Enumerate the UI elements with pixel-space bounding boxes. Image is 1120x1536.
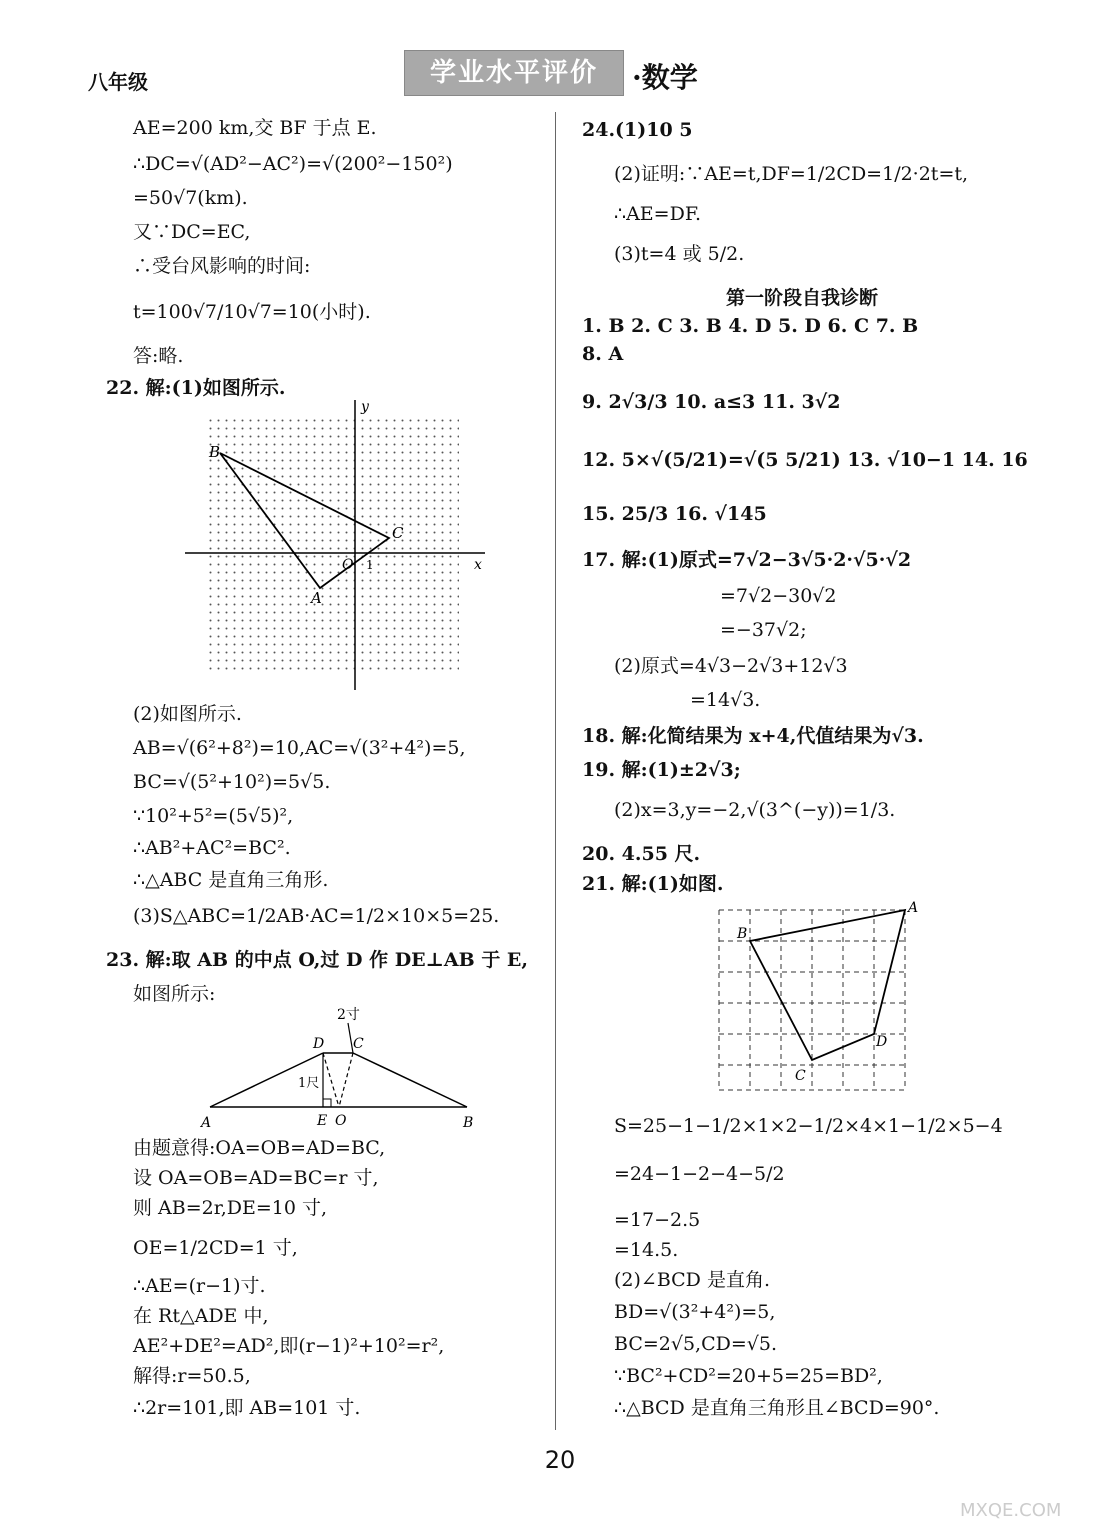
y-axis-label: y (361, 399, 369, 415)
side-label: 1尺 (298, 1076, 320, 1091)
answers-1-7: 1. B 2. C 3. B 4. D 5. D 6. C 7. B (582, 315, 919, 337)
point-b-label: B (737, 926, 748, 942)
right-line-4: (3)t=4 或 5/2. (614, 243, 745, 265)
left-line-25: 解得:r=50.5, (133, 1365, 251, 1387)
bc-segment (353, 1053, 467, 1107)
right-line-22: =24−1−2−4−5/2 (614, 1163, 785, 1185)
q18-answer: 18. 解:化简结果为 x+4,代值结果为√3. (582, 725, 924, 747)
left-line-11: BC=√(5²+10²)=5√5. (133, 771, 331, 793)
right-line-27: BC=2√5,CD=√5. (614, 1333, 778, 1355)
point-b-label: B (463, 1115, 474, 1131)
left-line-15: (3)S△ABC=1/2AB·AC=1/2×10×5=25. (133, 905, 500, 927)
top-label: 2寸 (337, 1007, 360, 1023)
left-line-6: t=100√7/10√7=10(小时). (133, 301, 371, 323)
point-d-label: D (313, 1036, 325, 1052)
left-line-3: =50√7(km). (133, 187, 248, 209)
q19-heading: 19. 解:(1)±2√3; (582, 759, 741, 781)
left-line-22: ∴AE=(r−1)寸. (133, 1275, 266, 1297)
left-line-14: ∴△ABC 是直角三角形. (133, 869, 329, 891)
point-a-label: A (311, 589, 322, 607)
point-a-label: A (908, 900, 919, 916)
left-line-5: ∴受台风影响的时间: (133, 255, 311, 277)
left-line-19: 设 OA=OB=AD=BC=r 寸, (133, 1167, 379, 1189)
answers-12-14: 12. 5×√(5/21)=√(5 5/21) 13. √10−1 14. 16 (582, 449, 1028, 471)
left-line-26: ∴2r=101,即 AB=101 寸. (133, 1397, 361, 1419)
left-line-13: ∴AB²+AC²=BC². (133, 837, 291, 859)
right-line-28: ∵BC²+CD²=20+5=25=BD², (614, 1365, 883, 1387)
answers-9-11: 9. 2√3/3 10. a≤3 11. 3√2 (582, 391, 841, 413)
q23-heading: 23. 解:取 AB 的中点 O,过 D 作 DE⊥AB 于 E, (106, 949, 529, 971)
left-line-4: 又∵DC=EC, (133, 221, 251, 243)
tick-one-label: 1 (366, 558, 374, 572)
left-line-23: 在 Rt△ADE 中, (133, 1305, 269, 1327)
x-axis-label: x (474, 557, 482, 573)
left-line-18: 由题意得:OA=OB=AD=BC, (133, 1137, 386, 1159)
left-line-10: AB=√(6²+8²)=10,AC=√(3²+4²)=5, (133, 737, 466, 759)
subject-label: ·数学 (632, 61, 698, 94)
right-line-29: ∴△BCD 是直角三角形且∠BCD=90°. (614, 1397, 940, 1419)
column-divider (555, 112, 556, 1430)
left-line-12: ∵10²+5²=(5√5)², (133, 805, 294, 827)
answers-15-16: 15. 25/3 16. √145 (582, 503, 767, 525)
q24-heading: 24.(1)10 5 (582, 119, 693, 141)
q22-coordinate-figure (185, 395, 490, 695)
watermark: MXQE.COM (960, 1500, 1062, 1521)
left-line-2: ∴DC=√(AD²−AC²)=√(200²−150²) (133, 153, 453, 175)
right-line-2: (2)证明:∵AE=t,DF=1/2CD=1/2·2t=t, (614, 163, 969, 185)
q22-heading: 22. 解:(1)如图所示. (106, 377, 286, 399)
left-line-17: 如图所示: (133, 983, 216, 1005)
right-line-26: BD=√(3²+4²)=5, (614, 1301, 776, 1323)
page-number: 20 (544, 1446, 576, 1474)
section-title: 第一阶段自我诊断 (725, 287, 878, 309)
right-line-15: =14√3. (690, 689, 761, 711)
right-line-23: =17−2.5 (614, 1209, 701, 1231)
right-line-13: =−37√2; (720, 619, 807, 641)
right-angle-mark (323, 1099, 331, 1107)
point-c-label: C (795, 1068, 806, 1084)
left-line-24: AE²+DE²=AD²,即(r−1)²+10²=r², (133, 1335, 445, 1357)
right-line-25: (2)∠BCD 是直角. (614, 1269, 770, 1291)
q17-heading: 17. 解:(1)原式=7√2−3√5·2·√5·√2 (582, 549, 912, 571)
point-c-label: C (392, 524, 404, 542)
point-b-label: B (209, 443, 221, 461)
grade-label: 八年级 (88, 70, 148, 94)
q20-answer: 20. 4.55 尺. (582, 843, 701, 865)
point-d-label: D (876, 1034, 888, 1050)
right-line-3: ∴AE=DF. (614, 203, 702, 225)
right-line-12: =7√2−30√2 (720, 585, 837, 607)
origin-label: O (342, 557, 354, 573)
right-line-14: (2)原式=4√3−2√3+12√3 (614, 655, 848, 677)
right-line-21: S=25−1−1/2×1×2−1/2×4×1−1/2×5−4 (614, 1115, 1003, 1137)
book-title-banner: 学业水平评价 (404, 50, 624, 96)
right-line-18: (2)x=3,y=−2,√(3^(−y))=1/3. (614, 799, 896, 821)
point-a-label: A (201, 1115, 212, 1131)
right-line-24: =14.5. (614, 1239, 679, 1261)
left-line-20: 则 AB=2r,DE=10 寸, (133, 1197, 328, 1219)
dot-grid (205, 415, 459, 673)
q21-heading: 21. 解:(1)如图. (582, 873, 724, 895)
left-line-9: (2)如图所示. (133, 703, 242, 725)
co-dashed (339, 1053, 353, 1107)
left-line-1: AE=200 km,交 BF 于点 E. (133, 117, 377, 139)
point-c-label: C (353, 1036, 364, 1052)
point-o-label: O (335, 1113, 347, 1129)
point-e-label: E (317, 1113, 328, 1129)
answer-8: 8. A (582, 343, 624, 365)
q21-grid-figure (705, 892, 930, 1102)
q23-gate-figure (195, 1003, 495, 1133)
left-line-21: OE=1/2CD=1 寸, (133, 1237, 298, 1259)
left-line-7: 答:略. (133, 345, 184, 367)
